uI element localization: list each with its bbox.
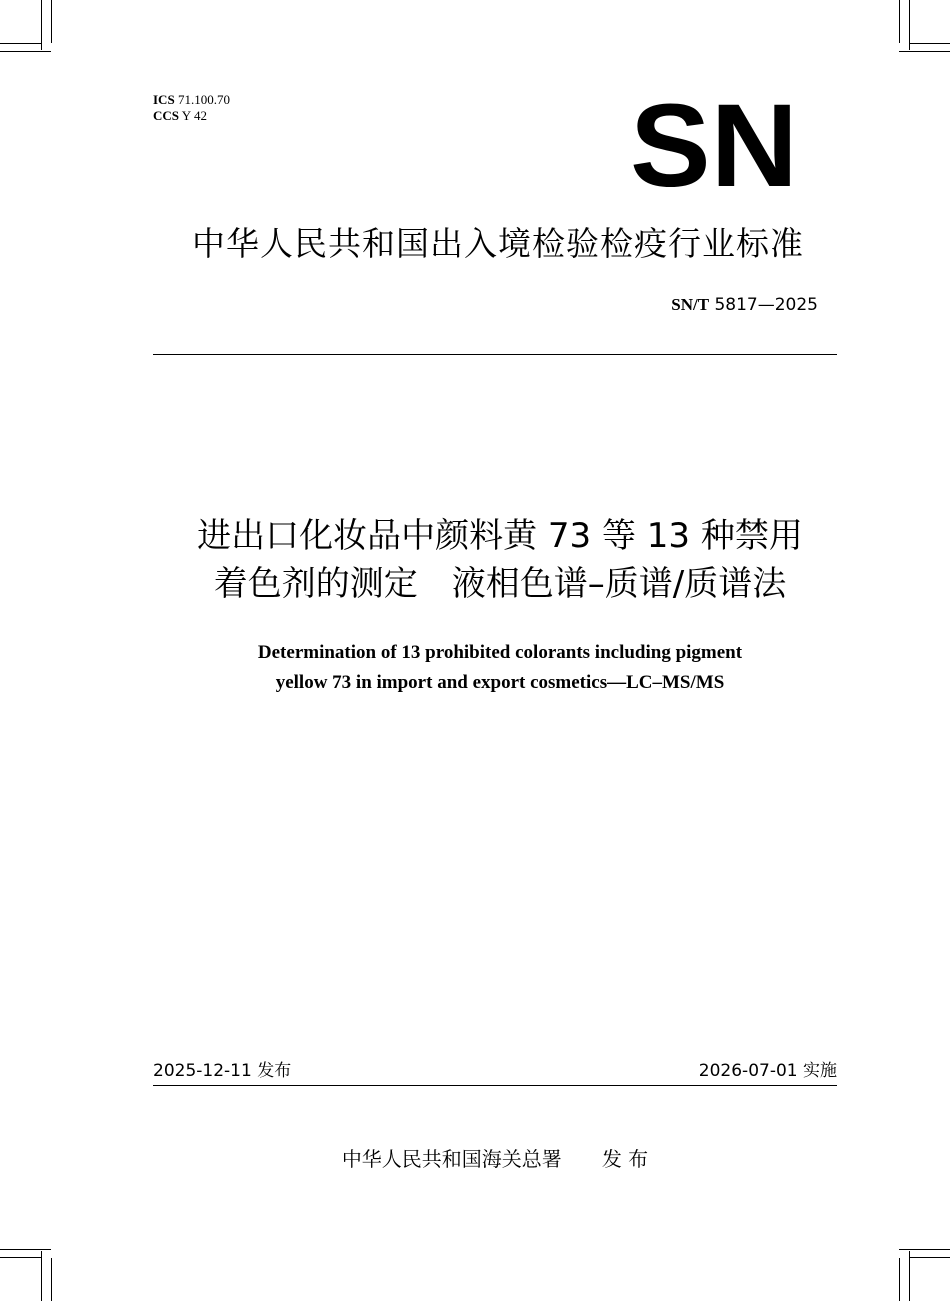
chinese-title <box>120 512 880 608</box>
ics-code <box>153 92 230 108</box>
english-title-line-2: yellow 73 in import and export cosmetics—LC–MS/MS <box>275 672 725 693</box>
standard-code: 5817—2025 <box>714 295 818 315</box>
chinese-title-line-2: 着色剂的测定 液相色谱–质谱/质谱法 <box>213 564 787 604</box>
ccs-value: Y 42 <box>181 108 207 123</box>
issuer-name: 中华人民共和国海关总署 <box>341 1147 562 1171</box>
ccs-label: CCS <box>153 108 180 123</box>
classification-codes <box>153 92 230 124</box>
ics-value: 71.100.70 <box>177 92 230 107</box>
industry-standard-title: 中华人民共和国出入境检验检疫行业标准 <box>192 224 804 263</box>
standard-number <box>671 295 818 315</box>
header-divider <box>153 354 837 355</box>
implementation-date: 2026-07-01 实施 <box>698 1061 837 1081</box>
ics-label: ICS <box>153 92 175 107</box>
issue-date: 2025-12-11 发布 <box>153 1061 292 1081</box>
english-title-line-1: Determination of 13 prohibited colorants including pigment <box>257 642 743 663</box>
standard-prefix: SN/T <box>671 295 710 314</box>
issuer <box>153 1143 837 1172</box>
ccs-code <box>153 108 230 124</box>
chinese-title-line-1: 进出口化妆品中颜料黄 73 等 13 种禁用 <box>197 516 803 556</box>
footer-divider <box>153 1085 837 1086</box>
sn-logo-text: SN <box>630 98 798 190</box>
issuer-action: 发 布 <box>601 1147 649 1171</box>
english-title <box>180 638 820 698</box>
sn-logo <box>628 98 800 190</box>
